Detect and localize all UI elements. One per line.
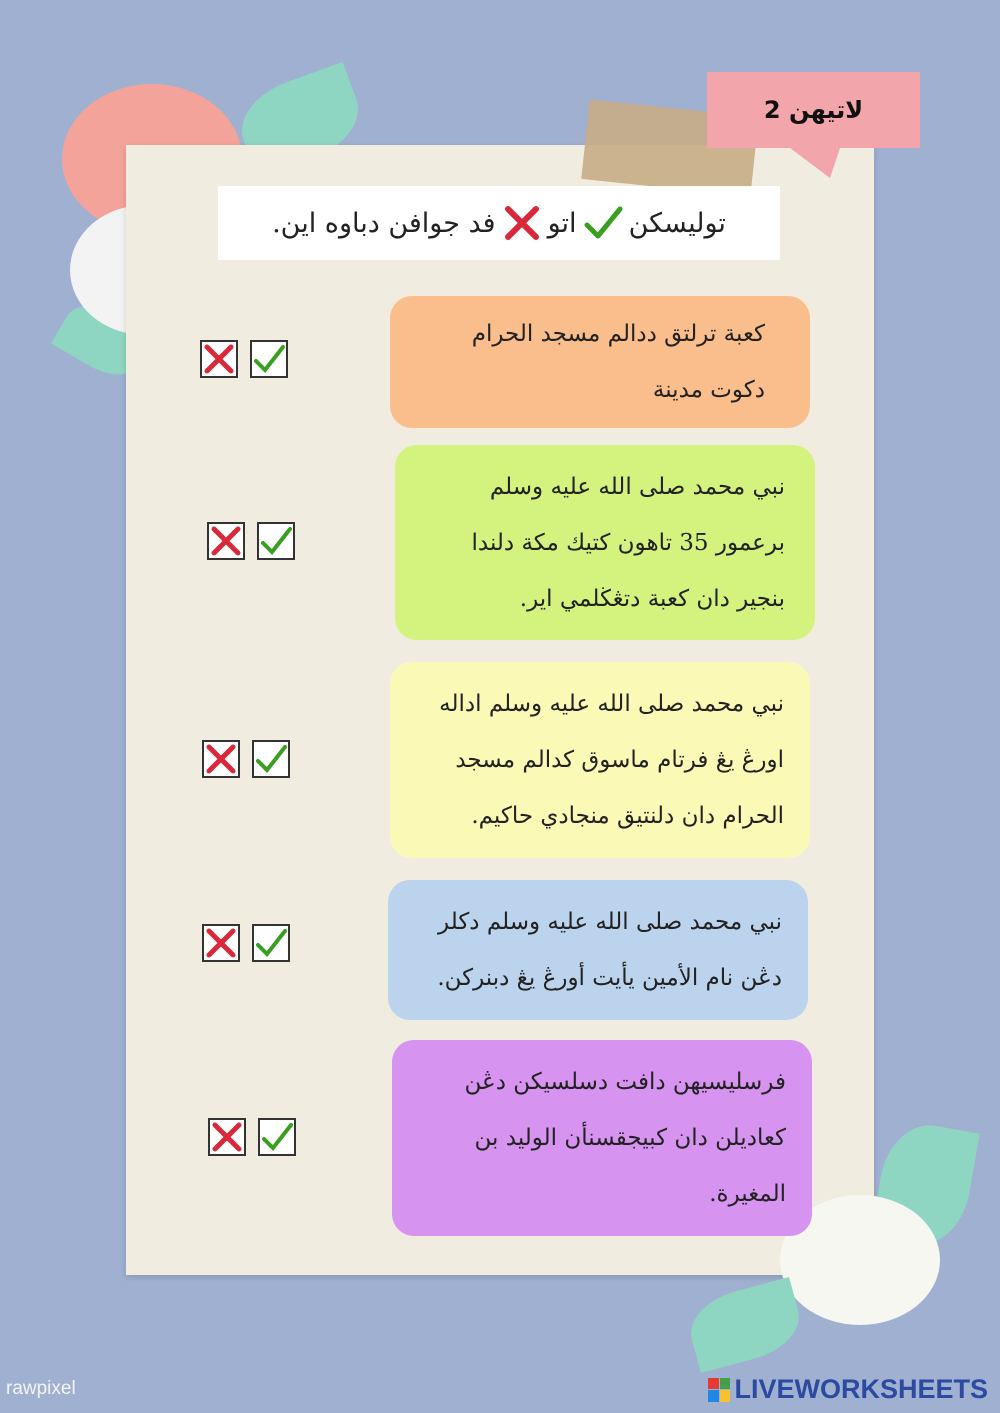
cross-box[interactable] (202, 924, 240, 962)
check-box[interactable] (252, 740, 290, 778)
check-icon (254, 926, 288, 960)
cross-box[interactable] (208, 1118, 246, 1156)
page-title: لاتيهن 2 (707, 72, 920, 148)
question-card-3 (390, 662, 810, 858)
cross-icon (202, 342, 236, 376)
question-text: نبي محمد صلى الله عليه وسلم دكلر دڠن نام الأمين يأيت أورڠ يڠ دبنركن. (437, 909, 782, 991)
answer-options-4 (202, 924, 290, 962)
check-icon (254, 742, 288, 776)
question-card-2 (395, 445, 815, 640)
leaf-decoration (683, 1277, 807, 1373)
cross-icon (204, 742, 238, 776)
check-box[interactable] (252, 924, 290, 962)
cross-icon (502, 203, 542, 243)
rawpixel-watermark: rawpixel (6, 1378, 76, 1399)
question-card-5 (392, 1040, 812, 1236)
answer-options-3 (202, 740, 290, 778)
instruction-middle: اتو (547, 207, 577, 239)
cross-box[interactable] (200, 340, 238, 378)
cross-box[interactable] (207, 522, 245, 560)
answer-options-2 (207, 522, 295, 560)
question-card-4 (388, 880, 808, 1020)
check-icon (583, 203, 623, 243)
instruction-end: فد جوافن دباوه اين. (272, 207, 496, 239)
cross-box[interactable] (202, 740, 240, 778)
check-icon (260, 1120, 294, 1154)
question-text: نبي محمد صلى الله عليه وسلم اداله اورڠ يڠ فرتام ماسوق كدالم مسجد الحرام دان دلنتيق منجادي حاكيم. (439, 691, 784, 829)
check-icon (252, 342, 286, 376)
check-box[interactable] (250, 340, 288, 378)
question-text: نبي محمد صلى الله عليه وسلم برعمور 35 تاهون كتيك مكة دلندا بنجير دان كعبة دتڠڬلمي اير. (471, 473, 785, 612)
check-box[interactable] (257, 522, 295, 560)
cross-icon (210, 1120, 244, 1154)
cross-icon (209, 524, 243, 558)
check-box[interactable] (258, 1118, 296, 1156)
title-tag-tail (790, 148, 840, 178)
answer-options-5 (208, 1118, 296, 1156)
liveworksheets-logo-icon (708, 1378, 730, 1402)
cross-icon (204, 926, 238, 960)
instruction-text (218, 186, 780, 260)
instruction-start: توليسكن (628, 207, 726, 239)
liveworksheets-label: LIVEWORKSHEETS (734, 1374, 988, 1404)
check-icon (259, 524, 293, 558)
question-text: كعبة ترلتق ددالم مسجد الحرام دكوت مدينة (471, 321, 765, 403)
question-text: فرسليسيهن دافت دسلسيكن دڠن كعاديلن دان كبيجقسنأن الوليد بن المغيرة. (464, 1069, 786, 1207)
answer-options-1 (200, 340, 288, 378)
liveworksheets-brand[interactable] (708, 1374, 988, 1405)
question-card-1 (390, 296, 810, 428)
